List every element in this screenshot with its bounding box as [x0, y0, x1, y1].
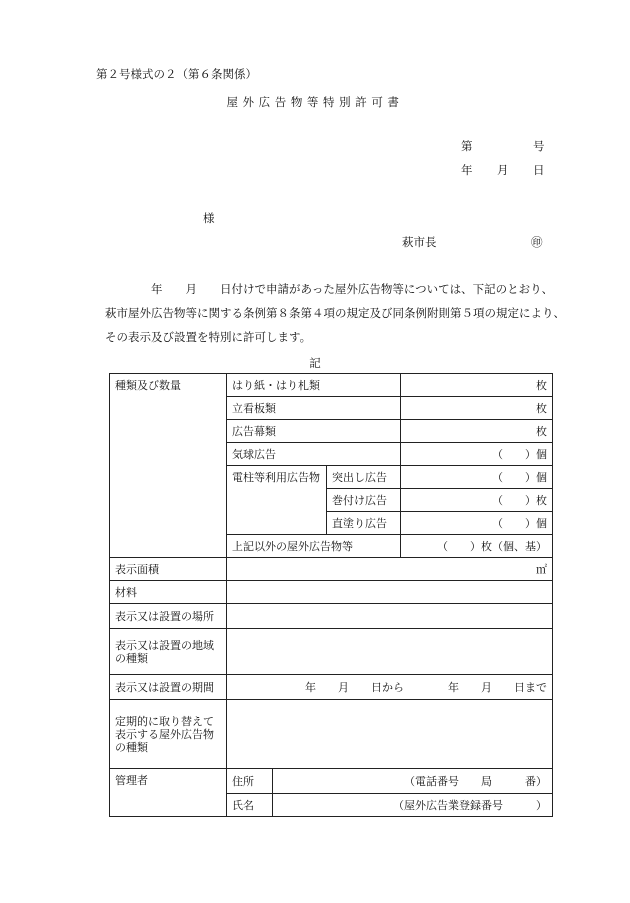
- ki-heading: 記: [309, 356, 321, 370]
- count-makitsuke: （ ）枚: [401, 489, 553, 512]
- date-month: 月: [497, 163, 509, 177]
- document-title: 屋外広告物等特別許可書: [226, 95, 404, 109]
- type-tsukidashi: 突出し広告: [327, 466, 401, 489]
- count-maku: 枚: [401, 420, 553, 443]
- replace-value: [227, 700, 553, 769]
- types-label: 種類及び数量: [110, 374, 227, 558]
- type-maku: 広告幕類: [227, 420, 401, 443]
- body-paragraph: [105, 277, 585, 349]
- count-kikyu: （ ）個: [401, 443, 553, 466]
- name-label: 氏名: [227, 794, 273, 817]
- type-tatekan: 立看板類: [227, 397, 401, 420]
- place-label: 表示又は設置の場所: [110, 604, 227, 629]
- table-row: [110, 558, 553, 581]
- type-jikanuri: 直塗り広告: [327, 512, 401, 535]
- doc-number-prefix: 第: [461, 139, 473, 153]
- seal-mark: ㊞: [531, 235, 543, 249]
- type-harigami: はり紙・はり札類: [227, 374, 401, 397]
- region-value: [227, 629, 553, 675]
- body-line-3: その表示及び設置を特別に許可します。: [105, 330, 312, 344]
- permit-table: [109, 373, 553, 817]
- period-value: 年 月 日から 年 月 日まで: [227, 675, 553, 700]
- count-jikanuri: （ ）個: [401, 512, 553, 535]
- material-label: 材料: [110, 581, 227, 604]
- count-tatekan: 枚: [401, 397, 553, 420]
- form-label: 第２号様式の２（第６条関係）: [96, 67, 257, 81]
- place-value: [227, 604, 553, 629]
- table-row: [110, 629, 553, 675]
- phone-note: （電話番号 局 番）: [273, 769, 553, 794]
- count-harigami: 枚: [401, 374, 553, 397]
- count-other: （ ）枚（個、基）: [401, 535, 553, 558]
- area-label: 表示面積: [110, 558, 227, 581]
- recipient-honorific: 様: [203, 211, 215, 225]
- issuer-name: 萩市長: [402, 235, 437, 249]
- area-value: ㎡: [227, 558, 553, 581]
- type-kikyu: 気球広告: [227, 443, 401, 466]
- doc-number-suffix: 号: [533, 139, 545, 153]
- type-other: 上記以外の屋外広告物等: [227, 535, 401, 558]
- replace-label: 定期的に取り替えて表示する屋外広告物の種類: [110, 700, 227, 769]
- table-row: [110, 604, 553, 629]
- type-makitsuke: 巻付け広告: [327, 489, 401, 512]
- material-value: [227, 581, 553, 604]
- count-tsukidashi: （ ）個: [401, 466, 553, 489]
- table-row: [110, 581, 553, 604]
- address-label: 住所: [227, 769, 273, 794]
- date-year: 年: [461, 163, 473, 177]
- table-row: [110, 700, 553, 769]
- body-line-1: 年 月 日付けで申請があった屋外広告物等については、下記のとおり、: [105, 282, 554, 296]
- region-label: 表示又は設置の地域の種類: [110, 629, 227, 675]
- period-label: 表示又は設置の期間: [110, 675, 227, 700]
- registration-note: （屋外広告業登録番号 ）: [273, 794, 553, 817]
- table-row: [110, 769, 553, 794]
- date-day: 日: [533, 163, 545, 177]
- table-row: [110, 675, 553, 700]
- body-line-2: 萩市屋外広告物等に関する条例第８条第４項の規定及び同条例附則第５項の規定により、: [105, 306, 565, 320]
- type-denchu: 電柱等利用広告物: [227, 466, 327, 535]
- manager-label: 管理者: [110, 769, 227, 817]
- table-row: [110, 374, 553, 397]
